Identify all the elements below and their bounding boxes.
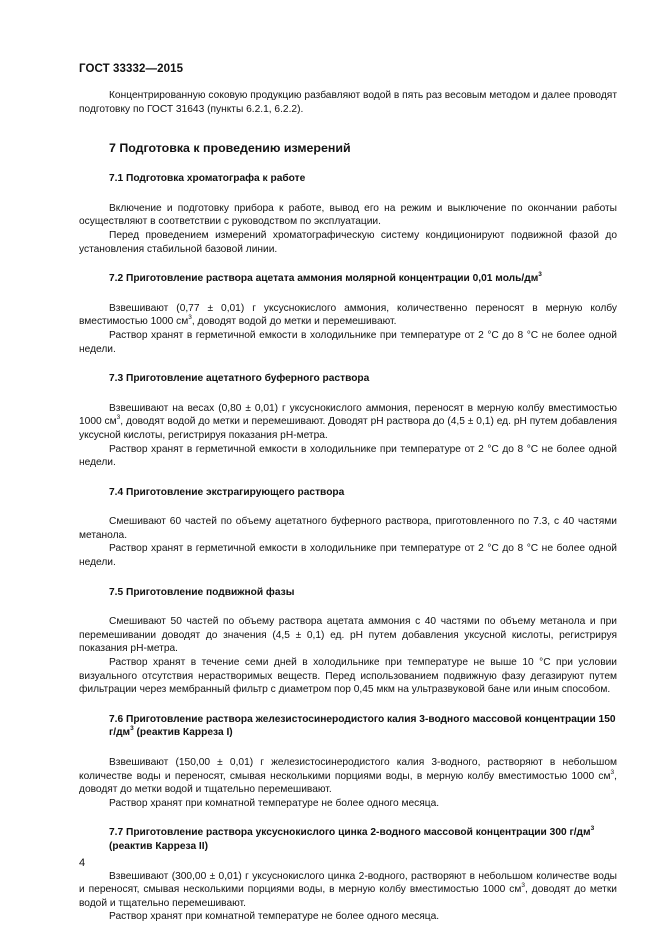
paragraph-7-3-1: Взвешивают на весах (0,80 ± 0,01) г уксуснокислого аммония, переносят в мерную колбу вместимостью 1000 $см^3$, доводят водой до метки и перемешивают. Доводят pH раствора до (4,5 ± 0,1) ед. pH путем добавления уксусной кислоты, регистрируя показания pH-метра. — [79, 402, 617, 441]
paragraph-7-7-1: Взвешивают (300,00 ± 0,01) г уксуснокислого цинка 2-водного, растворяют в небольшом количестве воды и переносят, смывая несколькими порциями воды, в мерную колбу вместимостью 1000 $см^3$, доводят до метки водой и тщательно перемешивают. — [79, 870, 617, 909]
paragraph-7-4-2: Раствор хранят в герметичной емкости в холодильнике при температуре от 2 °С до 8 °С не более одной недели. — [79, 543, 617, 569]
paragraph-7-1-1: Включение и подготовку прибора к работе, вывод его на режим и выключение по окончании работы осуществляют в соответствии с руководством по эксплуатации. — [79, 202, 617, 228]
subsection-7-3-heading: 7.3 Приготовление ацетатного буферного раствора — [109, 373, 370, 385]
subsection-7-2-heading: 7.2 Приготовление раствора ацетата аммония молярной концентрации 0,01 моль/$дм^3$ — [109, 271, 542, 285]
paragraph-7-1-2: Перед проведением измерений хроматографическую систему кондиционируют подвижной фазой до установления стабильной базовой линии. — [79, 229, 617, 255]
paragraph-7-3-2: Раствор хранят в герметичной емкости в холодильнике при температуре от 2 °С до 8 °С не более одной недели. — [79, 443, 617, 469]
subsection-7-5-heading: 7.5 Приготовление подвижной фазы — [109, 586, 295, 598]
paragraph-7-5-1: Смешивают 50 частей по объему раствора ацетата аммония с 40 частями по объему метанола и при перемешивании доводят до значения (4,5 ± 0,1) ед. pH путем добавления уксусной кислоты, регистрируя показания pH-метра. — [79, 616, 617, 655]
subsection-7-7-heading: 7.7 Приготовление раствора уксуснокислого цинка 2-водного массовой концентрации 300 $г/дм^3$ (реактив Карреза II) — [109, 825, 595, 852]
paragraph-7-5-2: Раствор хранят в течение семи дней в холодильнике при температуре не выше 10 °С при условии визуального отсутствия нерастворимых веществ. Перед использованием подвижную фазу дегазируют путем фильтрации через мембранный фильтр с диаметром пор 0,45 мкм на ультразвуковой бане или иным способом. — [79, 657, 617, 696]
paragraph-7-2-2: Раствор хранят в герметичной емкости в холодильнике при температуре от 2 °С до 8 °С не более одной недели. — [79, 329, 617, 355]
paragraph-7-6-1: Взвешивают (150,00 ± 0,01) г железистосинеродистого калия 3-водного, растворяют в небольшом количестве воды и переносят, смывая несколькими порциями воды, в мерную колбу вместимостью 1000 $см^3$, доводят до метки водой и тщательно перемешивают. — [79, 757, 617, 796]
subsection-7-1-heading: 7.1 Подготовка хроматографа к работе — [109, 173, 306, 185]
paragraph-7-6-2: Раствор хранят при комнатной температуре не более одного месяца. — [109, 797, 440, 809]
paragraph-7-2-1: Взвешивают (0,77 ± 0,01) г уксуснокислого аммония, количественно переносят в мерную колбу вместимостью 1000 $см^3$, доводят водой до метки и перемешивают. — [79, 302, 617, 328]
subsection-7-6-heading: 7.6 Приготовление раствора железистосинеродистого калия 3-водного массовой концентрации 150 $г/дм^3$ (реактив Карреза I) — [109, 713, 616, 739]
paragraph-7-7-2: Раствор хранят при комнатной температуре не более одного месяца. — [109, 911, 440, 923]
section-7-heading: 7 Подготовка к проведению измерений — [109, 141, 351, 156]
paragraph-7-4-1: Смешивают 60 частей по объему ацетатного буферного раствора, приготовленного по 7.3, с 40 частями метанола. — [79, 516, 617, 541]
intro-paragraph: Концентрированную соковую продукцию разбавляют водой в пять раз весовым методом и далее проводят подготовку по ГОСТ 31643 (пункты 6.2.1, 6.2.2). — [79, 90, 617, 115]
standard-designation: ГОСТ 33332—2015 — [79, 63, 184, 75]
page-body — [79, 89, 617, 924]
subsection-7-4-heading: 7.4 Приготовление экстрагирующего раствора — [109, 486, 345, 498]
page-number: 4 — [79, 857, 86, 869]
